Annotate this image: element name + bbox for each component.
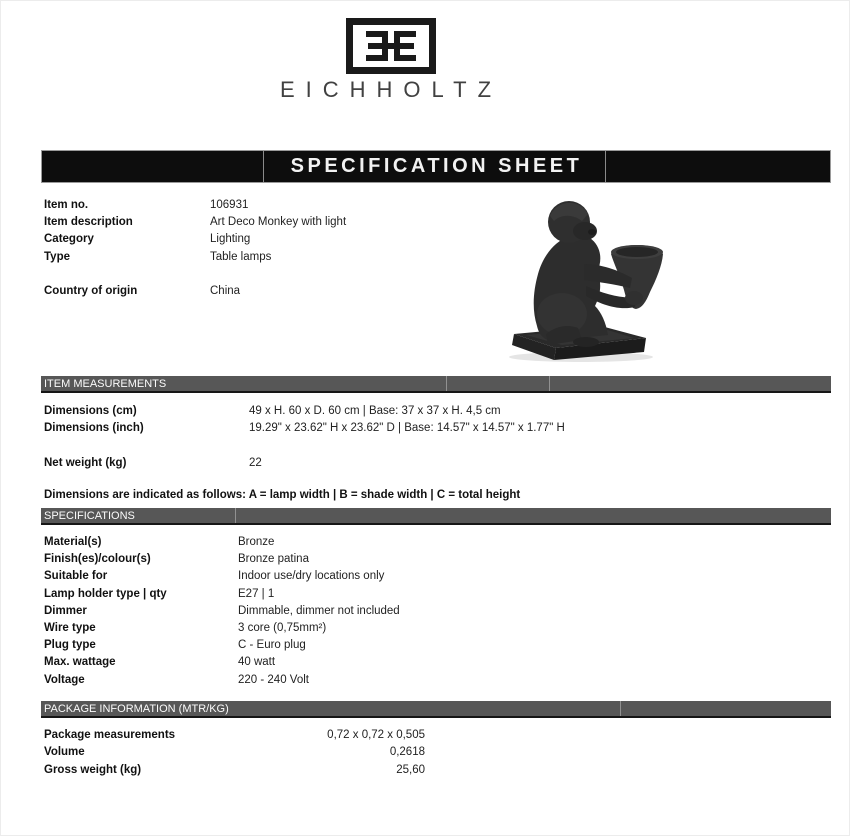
bar-divider [620,701,621,716]
page-title: SPECIFICATION SHEET [290,155,583,177]
item-info-row [44,231,504,248]
measurement-row [44,420,804,437]
title-bar-left-cell [42,151,264,182]
type-value: Table lamps [210,250,272,263]
section-header-measurements [41,376,831,393]
title-bar-right-cell [606,151,830,182]
spec-row [44,603,644,620]
gross-weight-label: Gross weight (kg) [44,763,142,776]
spec-row [44,586,644,603]
section-header-specifications [41,508,831,525]
material-label: Material(s) [44,536,102,548]
package-row [44,744,464,761]
item-description-label: Item description [44,216,133,229]
bar-divider [446,376,447,391]
gross-weight-value: 25,60 [396,763,425,776]
suitable-for-value: Indoor use/dry locations only [238,570,385,583]
max-wattage-value: 40 watt [238,656,276,669]
wire-type-value: 3 core (0,75mm²) [238,621,327,634]
finish-value: Bronze patina [238,553,309,566]
measurement-row [44,455,804,472]
title-bar-center-cell [264,151,606,182]
dimensions-inch-value: 19.29" x 23.62" H x 23.62" D | Base: 14.57" x 14.57" x 1.77" H [249,422,565,435]
item-info-row [44,283,504,300]
plug-type-label: Plug type [44,639,96,652]
bar-divider [549,376,550,391]
lamp-holder-label: Lamp holder type | qty [44,587,167,600]
package-measurements-value: 0,72 x 0,72 x 0,505 [327,729,425,741]
item-info-row [44,197,504,214]
spec-row [44,654,644,671]
package-block [44,727,464,779]
title-bar [41,150,831,183]
volume-value: 0,2618 [389,746,425,759]
measurement-row [44,403,804,420]
wire-type-label: Wire type [44,621,96,634]
package-measurements-label: Package measurements [44,729,176,741]
spec-row [44,534,644,551]
voltage-label: Voltage [44,673,85,686]
item-no-label: Item no. [44,199,89,211]
dimensions-note: Dimensions are indicated as follows: A = lamp width | B = shade width | C = total height [44,489,521,501]
spec-row [44,672,644,689]
section-header-package [41,701,831,718]
material-value: Bronze [238,536,275,548]
net-weight-label: Net weight (kg) [44,456,127,469]
dimmer-label: Dimmer [44,604,87,617]
spec-row [44,620,644,637]
package-row [44,762,464,779]
category-label: Category [44,233,94,246]
type-label: Type [44,250,70,263]
dimensions-cm-label: Dimensions (cm) [44,405,137,417]
product-image [506,194,676,364]
item-info-block [44,197,504,300]
lamp-holder-value: E27 | 1 [238,587,275,600]
spec-row [44,551,644,568]
spec-row [44,637,644,654]
net-weight-value: 22 [249,456,262,469]
eichholtz-logo-icon [346,18,436,74]
measurements-heading: ITEM MEASUREMENTS [44,378,167,390]
dimensions-cm-value: 49 x H. 60 x D. 60 cm | Base: 37 x 37 x H. 4,5 cm [249,405,501,417]
finish-label: Finish(es)/colour(s) [44,553,151,566]
item-info-row [44,249,504,266]
dimensions-inch-label: Dimensions (inch) [44,422,144,435]
bar-divider [235,508,236,523]
spec-row [44,568,644,585]
item-description-value: Art Deco Monkey with light [210,216,347,229]
dimmer-value: Dimmable, dimmer not included [238,604,400,617]
specifications-heading: SPECIFICATIONS [44,510,135,522]
volume-label: Volume [44,746,85,759]
item-no-value: 106931 [210,199,249,211]
plug-type-value: C - Euro plug [238,639,306,652]
max-wattage-label: Max. wattage [44,656,116,669]
item-info-row [44,214,504,231]
suitable-for-label: Suitable for [44,570,108,583]
voltage-value: 220 - 240 Volt [238,673,309,686]
country-of-origin-label: Country of origin [44,284,138,297]
specifications-block [44,534,644,689]
category-value: Lighting [210,233,251,246]
measurements-block [44,403,804,472]
package-row [44,727,464,744]
package-heading: PACKAGE INFORMATION (MTR/KG) [44,703,229,715]
brand-name: EICHHOLTZ [279,77,503,102]
country-of-origin-value: China [210,284,241,297]
